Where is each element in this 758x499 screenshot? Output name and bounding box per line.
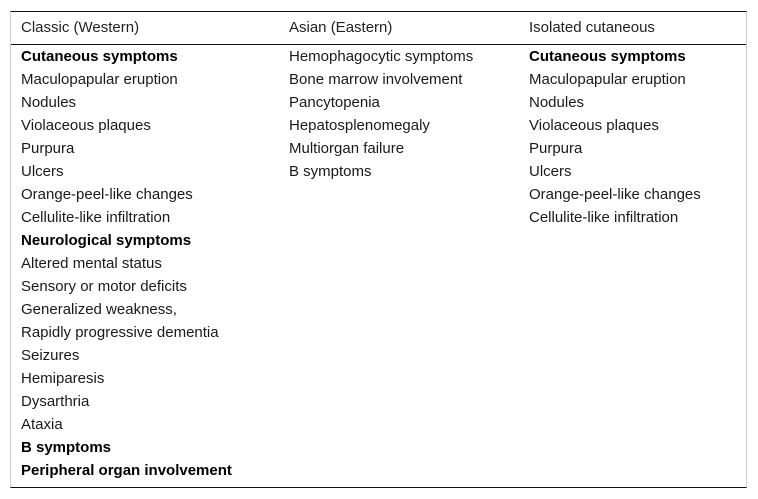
category-heading: B symptoms: [21, 439, 112, 456]
symptom-item: Orange-peel-like changes: [21, 186, 193, 203]
header-classic: Classic (Western): [21, 19, 140, 36]
symptoms-table: [10, 11, 747, 488]
symptom-item: Maculopapular eruption: [529, 71, 686, 88]
symptom-item: Hemophagocytic symptoms: [289, 48, 474, 65]
symptom-item: Violaceous plaques: [21, 117, 151, 134]
symptom-item: Violaceous plaques: [529, 117, 659, 134]
symptom-item: Nodules: [21, 94, 77, 111]
symptom-item: Ulcers: [529, 163, 572, 180]
symptom-item: Orange-peel-like changes: [529, 186, 701, 203]
symptom-item: Generalized weakness,: [21, 301, 177, 318]
symptom-item: Bone marrow involvement: [289, 71, 463, 88]
header-isolated: Isolated cutaneous: [529, 19, 655, 36]
symptom-item: Dysarthria: [21, 393, 90, 410]
symptom-item: Maculopapular eruption: [21, 71, 178, 88]
column-asian: [289, 45, 473, 183]
category-heading: Cutaneous symptoms: [21, 48, 178, 65]
column-classic: [21, 45, 232, 482]
category-heading: Neurological symptoms: [21, 232, 192, 249]
column-isolated: [529, 45, 701, 229]
symptom-item: Purpura: [529, 140, 583, 157]
symptom-item: Hemiparesis: [21, 370, 105, 387]
symptom-item: Sensory or motor deficits: [21, 278, 187, 295]
symptom-item: Ulcers: [21, 163, 64, 180]
symptom-item: Hepatosplenomegaly: [289, 117, 430, 134]
category-heading: Peripheral organ involvement: [21, 462, 232, 479]
symptom-item: Cellulite-like infiltration: [21, 209, 171, 226]
symptom-item: B symptoms: [289, 163, 372, 180]
symptom-item: Rapidly progressive dementia: [21, 324, 219, 341]
symptom-item: Purpura: [21, 140, 75, 157]
symptom-item: Seizures: [21, 347, 80, 364]
category-heading: Cutaneous symptoms: [529, 48, 686, 65]
symptom-item: Multiorgan failure: [289, 140, 405, 157]
symptom-item: Ataxia: [21, 416, 63, 433]
table-header-row: [11, 12, 746, 45]
symptom-item: Cellulite-like infiltration: [529, 209, 679, 226]
symptom-item: Pancytopenia: [289, 94, 380, 111]
symptom-item: Nodules: [529, 94, 585, 111]
symptom-item: Altered mental status: [21, 255, 162, 272]
header-asian: Asian (Eastern): [289, 19, 393, 36]
